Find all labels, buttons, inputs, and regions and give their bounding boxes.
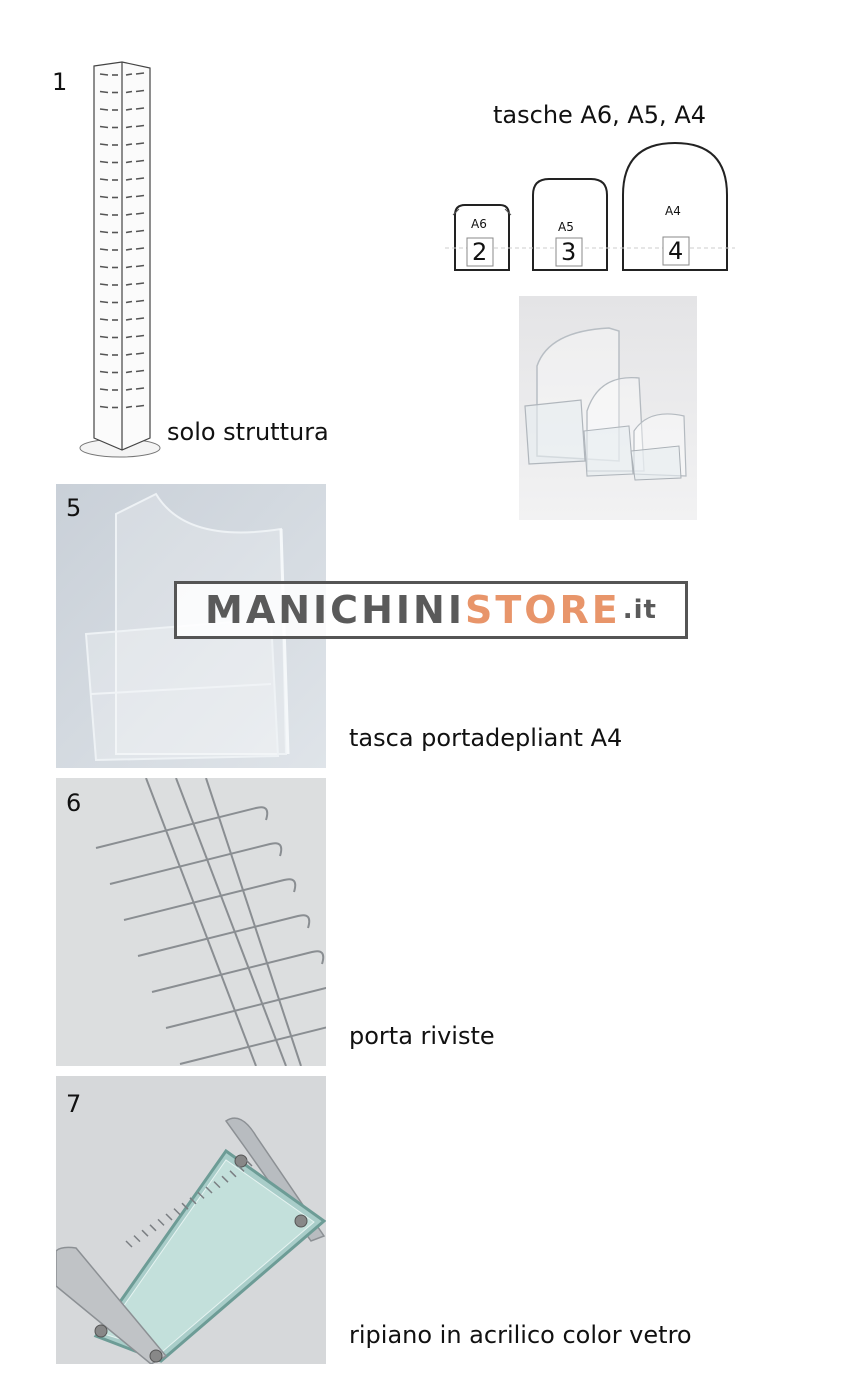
tower-structure-drawing [78, 60, 164, 462]
pockets-photo [519, 296, 697, 520]
item-5-caption: tasca portadepliant A4 [349, 724, 623, 752]
pocket-a6-number: 2 [472, 238, 488, 266]
pocket-a5-number: 3 [561, 238, 577, 266]
logo-part-1: MANICHINI [205, 588, 465, 632]
manichinistore-logo [174, 581, 688, 639]
logo-part-2: STORE [464, 588, 621, 632]
pockets-title: tasche A6, A5, A4 [493, 101, 706, 129]
pocket-a4-label: A4 [665, 204, 681, 218]
item-1-caption: solo struttura [167, 418, 329, 446]
item-1-number: 1 [52, 68, 68, 96]
pocket-a4-number: 4 [668, 237, 684, 265]
item-6-photo [56, 778, 326, 1066]
pocket-a5-label: A5 [558, 220, 574, 234]
item-7-caption: ripiano in acrilico color vetro [349, 1321, 692, 1349]
item-7-number: 7 [66, 1090, 82, 1118]
item-6-number: 6 [66, 789, 82, 817]
pockets-diagram [445, 135, 735, 280]
item-7-photo [56, 1076, 326, 1364]
pocket-a6-label: A6 [471, 217, 487, 231]
logo-part-3: .it [622, 595, 657, 625]
item-6-caption: porta riviste [349, 1022, 495, 1050]
item-5-number: 5 [66, 494, 82, 522]
